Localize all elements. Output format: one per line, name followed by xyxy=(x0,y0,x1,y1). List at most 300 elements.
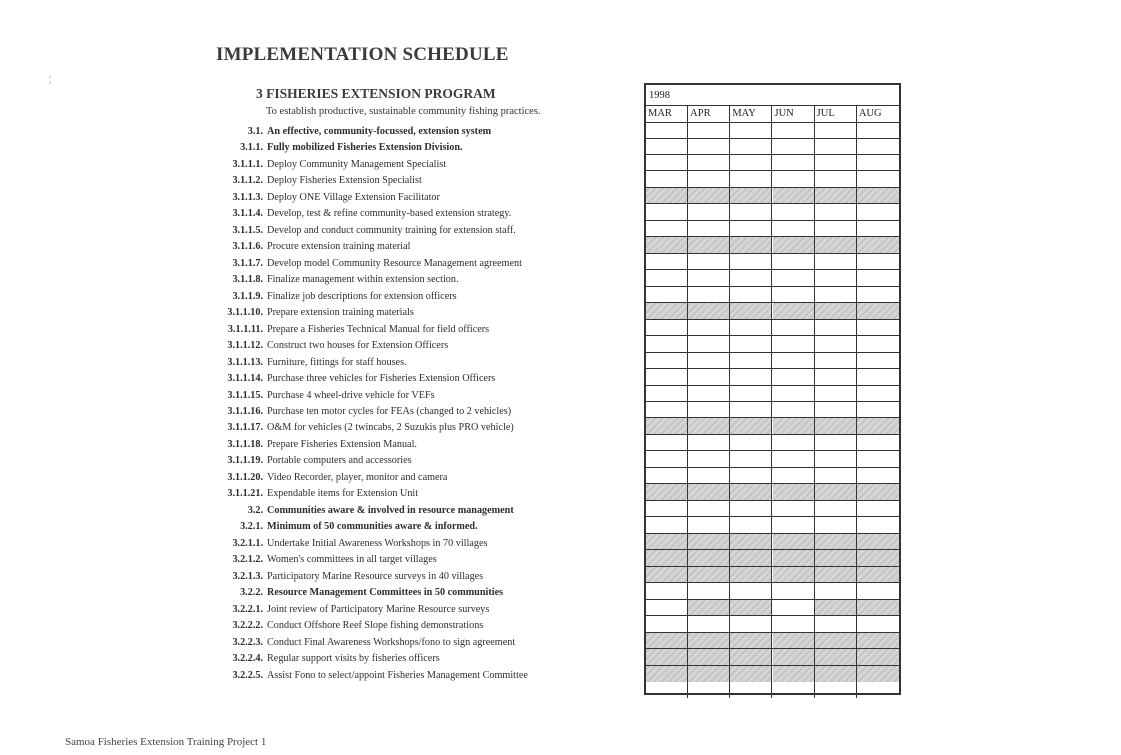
schedule-cell xyxy=(646,616,688,632)
schedule-cell-active xyxy=(857,600,899,616)
schedule-cell-active xyxy=(857,484,899,500)
task-number: 3.1.1.20. xyxy=(227,471,263,483)
schedule-cell xyxy=(688,270,730,286)
task-row xyxy=(0,140,620,156)
schedule-cell xyxy=(815,501,857,517)
schedule-cell-active xyxy=(773,567,815,583)
schedule-cell xyxy=(815,583,857,599)
schedule-row xyxy=(646,583,899,600)
schedule-cell-active xyxy=(688,666,730,683)
schedule-row xyxy=(646,418,899,435)
schedule-cell-active xyxy=(815,188,857,204)
task-row xyxy=(0,437,620,453)
schedule-row xyxy=(646,237,899,254)
schedule-cell xyxy=(857,320,899,336)
schedule-cell xyxy=(857,221,899,237)
task-text: Deploy Fisheries Extension Specialist xyxy=(267,175,422,187)
schedule-cell xyxy=(730,353,772,369)
task-row xyxy=(0,256,620,272)
task-number: 3.1.1.2. xyxy=(232,175,263,187)
schedule-cell xyxy=(730,682,772,699)
schedule-cell xyxy=(688,221,730,237)
task-text: Purchase three vehicles for Fisheries Extension Officers xyxy=(267,373,496,385)
schedule-cell xyxy=(815,402,857,418)
task-text: An effective, community-focussed, extension system xyxy=(267,126,492,137)
schedule-cell-active xyxy=(646,484,688,500)
schedule-cell xyxy=(730,501,772,517)
schedule-cell xyxy=(646,155,688,171)
task-row xyxy=(0,305,620,321)
schedule-cell-active xyxy=(815,567,857,583)
schedule-cell-active xyxy=(688,303,730,319)
task-number: 3.1.1.3. xyxy=(232,191,263,203)
page-title: IMPLEMENTATION SCHEDULE xyxy=(216,44,509,65)
task-row xyxy=(0,173,620,189)
schedule-cell-active xyxy=(857,188,899,204)
task-row xyxy=(0,602,620,618)
task-number: 3.2.2.2. xyxy=(232,620,263,632)
schedule-row xyxy=(646,435,899,452)
task-row xyxy=(0,569,620,585)
schedule-cell xyxy=(773,600,815,616)
schedule-cell xyxy=(688,435,730,451)
schedule-row xyxy=(646,616,899,633)
task-text: Finalize job descriptions for extension officers xyxy=(267,290,457,302)
schedule-cell-active xyxy=(857,237,899,253)
schedule-row xyxy=(646,649,899,666)
task-number: 3.2.2.5. xyxy=(232,669,263,681)
schedule-cell-active xyxy=(646,550,688,566)
schedule-cell-active xyxy=(815,303,857,319)
schedule-cell xyxy=(857,353,899,369)
schedule-cell-active xyxy=(688,188,730,204)
schedule-cell xyxy=(688,353,730,369)
task-number: 3.2.2. xyxy=(240,587,263,599)
task-row xyxy=(0,486,620,502)
task-number: 3.2.1. xyxy=(240,521,263,533)
schedule-cell xyxy=(646,583,688,599)
schedule-cell xyxy=(857,616,899,632)
schedule-cell xyxy=(646,468,688,484)
schedule-cell xyxy=(646,501,688,517)
schedule-cell xyxy=(730,583,772,599)
schedule-cell-active xyxy=(773,188,815,204)
schedule-cell xyxy=(857,501,899,517)
task-row xyxy=(0,503,620,519)
schedule-cell xyxy=(857,254,899,270)
schedule-row xyxy=(646,303,899,320)
schedule-cell xyxy=(646,353,688,369)
schedule-row xyxy=(646,221,899,238)
schedule-cell xyxy=(646,270,688,286)
schedule-row xyxy=(646,666,899,683)
schedule-row xyxy=(646,287,899,304)
task-text: Develop and conduct community training for extension staff. xyxy=(267,224,516,236)
task-row xyxy=(0,272,620,288)
schedule-cell xyxy=(646,254,688,270)
task-row xyxy=(0,651,620,667)
schedule-cell-active xyxy=(773,303,815,319)
schedule-cell xyxy=(730,287,772,303)
schedule-cell xyxy=(688,583,730,599)
task-text: Minimum of 50 communities aware & informed. xyxy=(267,521,478,533)
task-row xyxy=(0,552,620,568)
task-number: 3.1.1.10. xyxy=(227,307,263,319)
schedule-cell xyxy=(773,369,815,385)
task-number: 3.1.1.18. xyxy=(227,438,263,450)
task-text: Construct two houses for Extension Officers xyxy=(267,340,449,352)
schedule-cell xyxy=(688,386,730,402)
task-row xyxy=(0,404,620,420)
task-number: 3.1.1.21. xyxy=(227,488,263,500)
schedule-cell-active xyxy=(815,484,857,500)
schedule-cell-active xyxy=(646,633,688,649)
task-text: O&M for vehicles (2 twincabs, 2 Suzukis plus PRO vehicle) xyxy=(267,422,514,434)
task-row xyxy=(0,668,620,684)
task-text: Develop, test & refine community-based extension strategy. xyxy=(267,208,512,220)
schedule-cell-active xyxy=(688,633,730,649)
schedule-cell-active xyxy=(857,534,899,550)
schedule-cell xyxy=(857,468,899,484)
schedule-cell xyxy=(730,320,772,336)
schedule-cell xyxy=(646,517,688,533)
schedule-cell xyxy=(730,451,772,467)
task-row xyxy=(0,453,620,469)
task-text: Fully mobilized Fisheries Extension Division. xyxy=(267,142,463,154)
schedule-cell-active xyxy=(646,666,688,683)
schedule-row xyxy=(646,402,899,419)
schedule-cell xyxy=(688,682,730,699)
schedule-cell xyxy=(730,517,772,533)
task-text: Women's committees in all target villages xyxy=(267,554,437,566)
scan-smudge: ∶ xyxy=(48,72,53,89)
schedule-cell xyxy=(688,122,730,138)
schedule-cell xyxy=(815,320,857,336)
task-text: Undertake Initial Awareness Workshops in 70 villages xyxy=(267,537,488,549)
schedule-cell xyxy=(646,336,688,352)
schedule-cell-active xyxy=(730,666,772,683)
schedule-cell-active xyxy=(730,418,772,434)
task-row xyxy=(0,519,620,535)
schedule-cell xyxy=(815,287,857,303)
schedule-cell xyxy=(773,501,815,517)
schedule-cell-active xyxy=(815,534,857,550)
schedule-cell-active xyxy=(857,550,899,566)
task-text: Prepare a Fisheries Technical Manual for field officers xyxy=(267,323,490,335)
task-number: 3.1.1.9. xyxy=(232,290,263,302)
task-number: 3.1.1.6. xyxy=(232,241,263,253)
schedule-cell xyxy=(646,204,688,220)
schedule-cell xyxy=(688,369,730,385)
task-text: Prepare Fisheries Extension Manual. xyxy=(267,438,417,450)
task-text: Purchase 4 wheel-drive vehicle for VEFs xyxy=(267,389,435,401)
schedule-cell-active xyxy=(773,550,815,566)
task-row xyxy=(0,289,620,305)
task-number: 3.1.1.11. xyxy=(227,323,263,335)
schedule-cell xyxy=(773,386,815,402)
task-row xyxy=(0,420,620,436)
schedule-cell xyxy=(773,122,815,138)
schedule-cell xyxy=(688,501,730,517)
schedule-cell xyxy=(730,254,772,270)
schedule-cell-active xyxy=(688,237,730,253)
schedule-cell xyxy=(857,204,899,220)
schedule-cell xyxy=(646,171,688,187)
month-header-jun: JUN xyxy=(773,105,815,122)
schedule-cell xyxy=(773,287,815,303)
schedule-cell xyxy=(688,451,730,467)
schedule-cell-active xyxy=(773,484,815,500)
schedule-cell-active xyxy=(730,550,772,566)
task-row xyxy=(0,585,620,601)
schedule-cell xyxy=(773,254,815,270)
schedule-cell xyxy=(773,336,815,352)
schedule-cell xyxy=(688,138,730,154)
task-number: 3.1.1.15. xyxy=(227,389,263,401)
schedule-cell-active xyxy=(688,534,730,550)
schedule-cell xyxy=(646,386,688,402)
schedule-cell xyxy=(688,254,730,270)
task-text: Develop model Community Resource Management agreement xyxy=(267,257,522,269)
schedule-row xyxy=(646,369,899,386)
schedule-row xyxy=(646,386,899,403)
task-row xyxy=(0,470,620,486)
schedule-cell xyxy=(646,122,688,138)
schedule-cell xyxy=(730,369,772,385)
schedule-cell-active xyxy=(857,567,899,583)
schedule-cell xyxy=(688,402,730,418)
task-text: Deploy Community Management Specialist xyxy=(267,158,447,170)
schedule-cell-active xyxy=(815,600,857,616)
schedule-row xyxy=(646,188,899,205)
schedule-cell xyxy=(773,517,815,533)
schedule-cell xyxy=(773,320,815,336)
task-text: Video Recorder, player, monitor and camera xyxy=(267,471,448,483)
schedule-row xyxy=(646,501,899,518)
schedule-cell-active xyxy=(730,303,772,319)
schedule-cell xyxy=(730,616,772,632)
schedule-row xyxy=(646,534,899,551)
schedule-row xyxy=(646,171,899,188)
schedule-cell-active xyxy=(815,666,857,683)
schedule-cell-active xyxy=(646,418,688,434)
schedule-cell xyxy=(730,435,772,451)
schedule-row xyxy=(646,353,899,370)
task-row xyxy=(0,322,620,338)
schedule-cell xyxy=(773,616,815,632)
schedule-cell xyxy=(815,138,857,154)
schedule-cell xyxy=(857,369,899,385)
schedule-cell xyxy=(815,386,857,402)
task-number: 3.1.1.12. xyxy=(227,340,263,352)
task-number: 3.2.1.1. xyxy=(232,537,263,549)
schedule-cell xyxy=(815,336,857,352)
schedule-cell xyxy=(730,402,772,418)
task-text: Regular support visits by fisheries officers xyxy=(267,653,440,665)
task-row xyxy=(0,338,620,354)
schedule-cell-active xyxy=(730,188,772,204)
schedule-cell xyxy=(815,616,857,632)
schedule-cell xyxy=(815,353,857,369)
schedule-cell xyxy=(730,122,772,138)
schedule-cell-active xyxy=(815,550,857,566)
schedule-cell xyxy=(730,171,772,187)
task-text: Joint review of Participatory Marine Resource surveys xyxy=(267,603,490,615)
schedule-cell xyxy=(688,320,730,336)
schedule-row xyxy=(646,204,899,221)
schedule-cell xyxy=(773,270,815,286)
schedule-cell-active xyxy=(730,600,772,616)
task-text: Purchase ten motor cycles for FEAs (changed to 2 vehicles) xyxy=(267,405,512,417)
schedule-cell-active xyxy=(646,237,688,253)
schedule-cell xyxy=(815,204,857,220)
task-text: Participatory Marine Resource surveys in 40 villages xyxy=(267,570,484,582)
schedule-row xyxy=(646,633,899,650)
schedule-cell xyxy=(646,320,688,336)
schedule-cell-active xyxy=(815,649,857,665)
program-subtitle: To establish productive, sustainable community fishing practices. xyxy=(266,106,541,117)
task-row xyxy=(0,239,620,255)
task-number: 3.1.1. xyxy=(240,142,263,154)
schedule-cell xyxy=(688,468,730,484)
task-row xyxy=(0,371,620,387)
schedule-cell xyxy=(857,287,899,303)
schedule-cell xyxy=(730,468,772,484)
schedule-cell xyxy=(815,435,857,451)
schedule-cell xyxy=(773,204,815,220)
task-number: 3.1.1.17. xyxy=(227,422,263,434)
task-number: 3.2.2.3. xyxy=(232,636,263,648)
schedule-cell xyxy=(730,221,772,237)
schedule-row xyxy=(646,254,899,271)
schedule-cell xyxy=(815,682,857,699)
task-number: 3.2.2.4. xyxy=(232,653,263,665)
schedule-cell-active xyxy=(773,633,815,649)
task-number: 3.2.1.2. xyxy=(232,554,263,566)
schedule-cell xyxy=(730,155,772,171)
schedule-cell xyxy=(773,682,815,699)
task-text: Portable computers and accessories xyxy=(267,455,412,467)
schedule-cell xyxy=(857,155,899,171)
schedule-cell-active xyxy=(857,418,899,434)
task-number: 3.1.1.8. xyxy=(232,274,263,286)
schedule-year: 1998 xyxy=(646,85,899,106)
schedule-cell-active xyxy=(730,484,772,500)
month-header-aug: AUG xyxy=(858,108,882,119)
task-number: 3.2. xyxy=(247,504,263,516)
schedule-row xyxy=(646,320,899,337)
month-header-mar: MAR xyxy=(646,105,688,122)
schedule-cell xyxy=(688,517,730,533)
schedule-cell xyxy=(688,204,730,220)
schedule-cell-active xyxy=(857,666,899,683)
schedule-cell xyxy=(646,221,688,237)
task-text: Conduct Offshore Reef Slope fishing demonstrations xyxy=(267,620,484,632)
task-number: 3.1.1.5. xyxy=(232,224,263,236)
schedule-cell xyxy=(815,254,857,270)
task-row xyxy=(0,157,620,173)
schedule-cell xyxy=(773,402,815,418)
schedule-row xyxy=(646,468,899,485)
schedule-row xyxy=(646,138,899,155)
task-number: 3.1.1.7. xyxy=(232,257,263,269)
schedule-cell-active xyxy=(730,237,772,253)
schedule-cell xyxy=(646,451,688,467)
schedule-cell-active xyxy=(688,600,730,616)
schedule-cell-active xyxy=(773,649,815,665)
task-number: 3.2.1.3. xyxy=(232,570,263,582)
schedule-cell-active xyxy=(773,237,815,253)
schedule-row-blank xyxy=(646,682,899,699)
schedule-cell xyxy=(688,155,730,171)
schedule-cell-active xyxy=(857,649,899,665)
schedule-cell xyxy=(857,402,899,418)
schedule-cell xyxy=(857,122,899,138)
schedule-cell xyxy=(815,122,857,138)
task-row xyxy=(0,124,620,140)
schedule-cell-active xyxy=(730,633,772,649)
schedule-row xyxy=(646,122,899,139)
schedule-cell xyxy=(688,336,730,352)
month-header-row xyxy=(646,105,899,123)
task-row xyxy=(0,223,620,239)
schedule-cell xyxy=(646,402,688,418)
schedule-grid xyxy=(644,83,901,695)
task-text: Assist Fono to select/appoint Fisheries Management Committee xyxy=(267,669,528,681)
schedule-row xyxy=(646,550,899,567)
task-row xyxy=(0,536,620,552)
task-row xyxy=(0,618,620,634)
schedule-cell-active xyxy=(688,418,730,434)
schedule-cell-active xyxy=(646,649,688,665)
task-number: 3.1.1.13. xyxy=(227,356,263,368)
task-text: Communities aware & involved in resource management xyxy=(267,504,514,516)
schedule-cell-active xyxy=(815,418,857,434)
schedule-cell xyxy=(815,369,857,385)
task-text: Conduct Final Awareness Workshops/fono to sign agreement xyxy=(267,636,516,648)
schedule-cell xyxy=(857,517,899,533)
schedule-cell xyxy=(773,221,815,237)
schedule-row xyxy=(646,451,899,468)
schedule-cell-active xyxy=(857,303,899,319)
task-number: 3.1.1.14. xyxy=(227,373,263,385)
schedule-row xyxy=(646,155,899,172)
schedule-cell-active xyxy=(646,303,688,319)
schedule-cell xyxy=(815,221,857,237)
schedule-cell xyxy=(646,435,688,451)
schedule-cell xyxy=(857,435,899,451)
schedule-cell xyxy=(730,386,772,402)
task-number: 3.1.1.4. xyxy=(232,208,263,220)
month-header-jul: JUL xyxy=(815,105,857,122)
task-number: 3.1.1.19. xyxy=(227,455,263,467)
schedule-cell xyxy=(646,682,688,699)
schedule-cell xyxy=(857,171,899,187)
task-number: 3.1.1.16. xyxy=(227,405,263,417)
schedule-cell xyxy=(815,270,857,286)
schedule-cell xyxy=(646,138,688,154)
schedule-cell-active xyxy=(815,237,857,253)
schedule-cell-active xyxy=(815,633,857,649)
task-text: Resource Management Committees in 50 communities xyxy=(267,587,504,599)
schedule-cell xyxy=(773,468,815,484)
schedule-cell-active xyxy=(730,567,772,583)
schedule-cell xyxy=(688,171,730,187)
schedule-cell-active xyxy=(730,534,772,550)
schedule-cell xyxy=(857,138,899,154)
task-row xyxy=(0,190,620,206)
schedule-cell xyxy=(688,287,730,303)
